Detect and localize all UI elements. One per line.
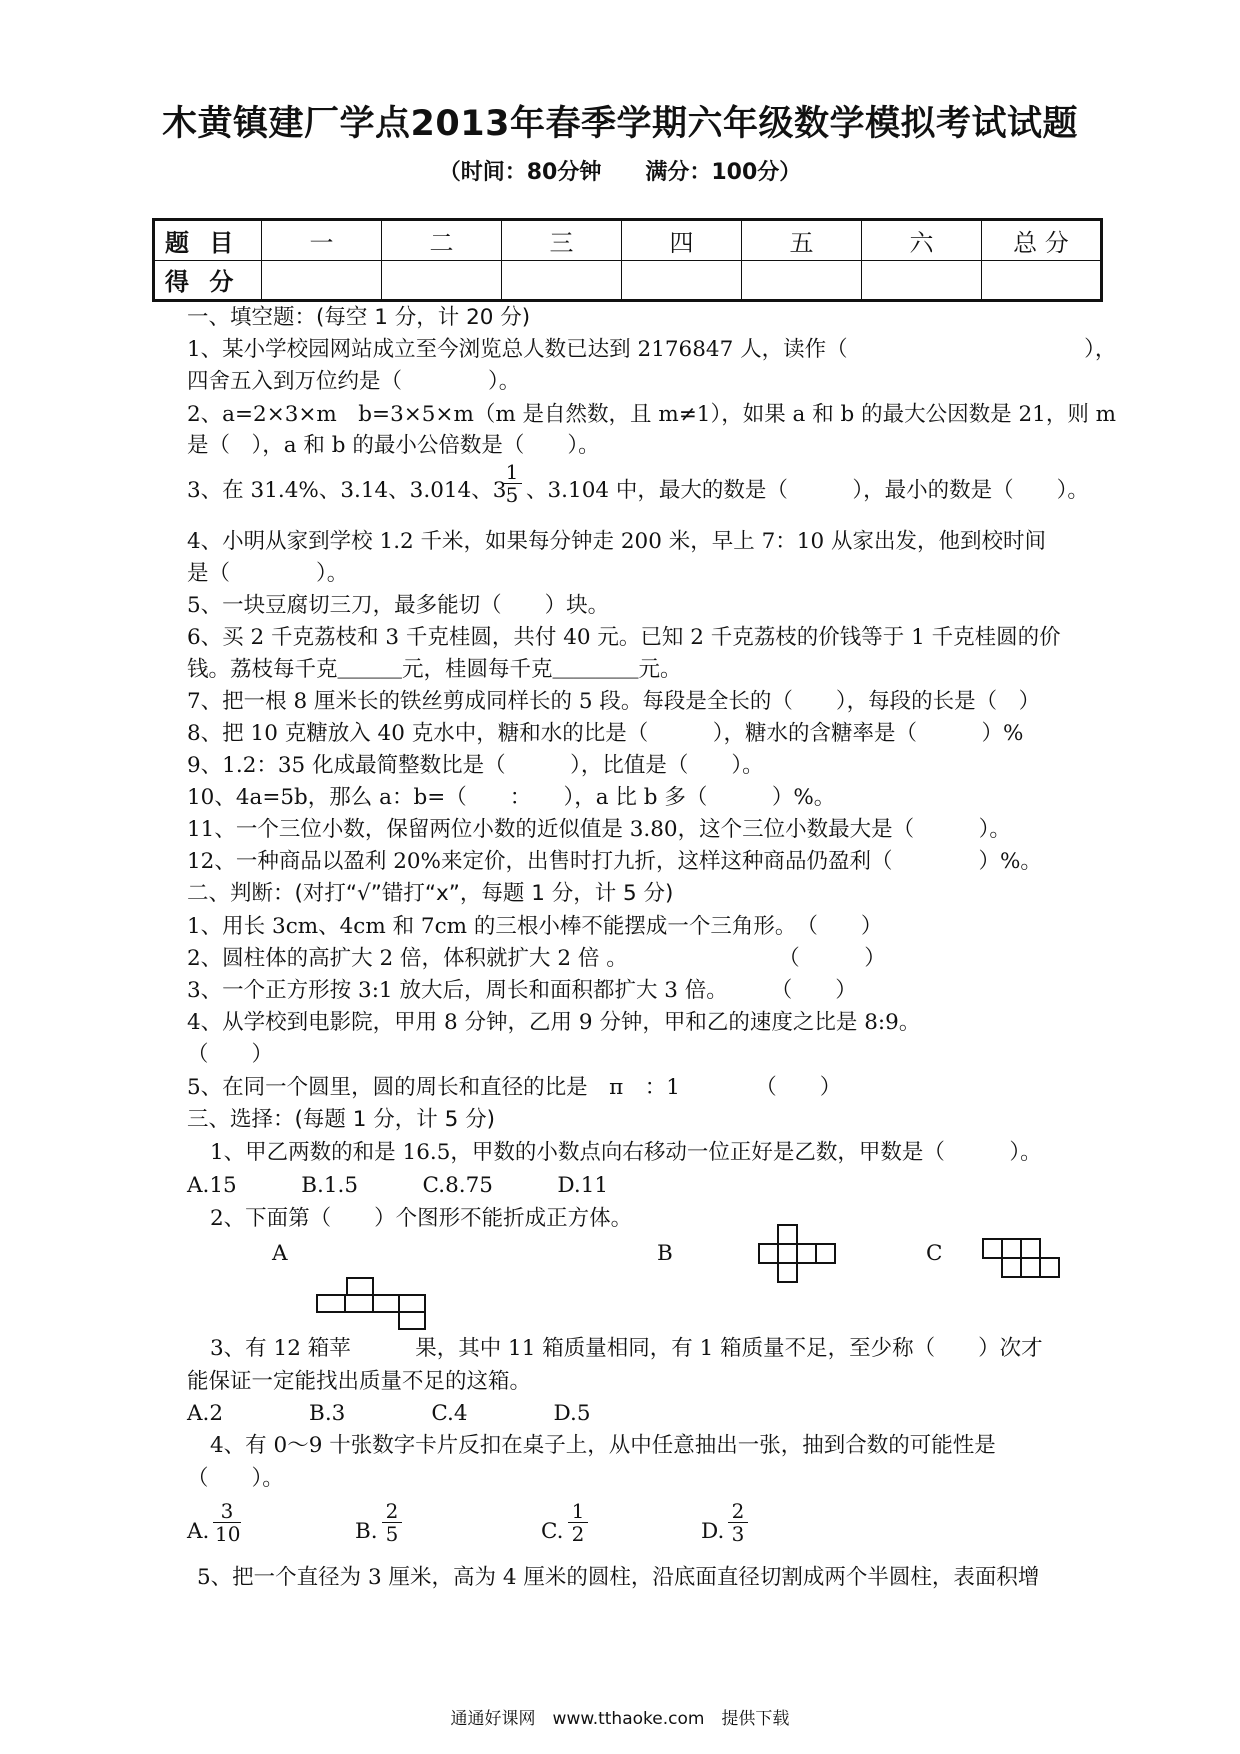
s3-q4-option-b-label: B. xyxy=(355,1519,378,1544)
s3-q4-line1: 4、有 0～9 十张数字卡片反扣在桌子上，从中任意抽出一张，抽到合数的可能性是 xyxy=(210,1433,996,1458)
section2-heading: 二、判断：(对打“√”错打“x”，每题 1 分，计 5 分) xyxy=(187,881,674,906)
score-table-score-row xyxy=(154,260,1102,301)
s1-q7: 7、把一根 8 厘米长的铁丝剪成同样长的 5 段。每段是全长的（ ），每段的长是（ ） xyxy=(187,689,1041,714)
s1-q11: 11、一个三位小数，保留两位小数的近似值是 3.80，这个三位小数最大是（ ）。 xyxy=(187,817,1011,842)
section1-heading: 一、填空题：(每空 1 分，计 20 分) xyxy=(187,305,531,330)
s1-q2-line2: 是（ ），a 和 b 的最小公倍数是（ ）。 xyxy=(187,433,600,458)
s3-q4-option-c-den: 2 xyxy=(571,1522,585,1546)
s1-q12: 12、一种商品以盈利 20%来定价，出售时打九折，这样这种商品仍盈利（ ）%。 xyxy=(187,849,1042,874)
score-row-header-score: 得 分 xyxy=(154,260,262,301)
cube-net-a-figure xyxy=(316,1277,428,1331)
s1-q8: 8、把 10 克糖放入 40 克水中，糖和水的比是（ ），糖水的含糖率是（ ）% xyxy=(187,721,1024,746)
s1-q3-post: 、3.104 中，最大的数是（ ），最小的数是（ ）。 xyxy=(526,478,1089,503)
s1-q9: 9、1.2：35 化成最简整数比是（ ），比值是（ ）。 xyxy=(187,753,764,778)
s1-q1-line1: 1、某小学校园网站成立至今浏览总人数已达到 2176847 人，读作（ ）， xyxy=(187,337,1117,362)
s1-q5: 5、一块豆腐切三刀，最多能切（ ）块。 xyxy=(187,593,610,618)
s1-q3-frac-den: 5 xyxy=(505,483,519,507)
s3-q4-option-a-fraction xyxy=(213,1500,241,1545)
score-col-6: 六 xyxy=(862,220,982,261)
s3-q4-option-a-label: A. xyxy=(187,1519,210,1544)
s1-q4-line2: 是（ ）。 xyxy=(187,561,349,586)
score-cell xyxy=(262,260,382,301)
s3-q4-option-d-num: 2 xyxy=(728,1500,748,1523)
s3-q4-option-c-label: C. xyxy=(541,1519,564,1544)
s3-q3-line2: 能保证一定能找出质量不足的这箱。 xyxy=(187,1369,532,1394)
score-col-2: 二 xyxy=(382,220,502,261)
s2-q3: 3、一个正方形按 3:1 放大后，周长和面积都扩大 3 倍。 （ ） xyxy=(187,978,857,1003)
s3-q4-option-c-fraction xyxy=(568,1500,588,1545)
s3-q3-line1: 3、有 12 箱苹 果，其中 11 箱质量相同，有 1 箱质量不足，至少称（ ）次才 xyxy=(210,1336,1043,1361)
score-table-header-row xyxy=(154,220,1102,261)
score-col-1: 一 xyxy=(262,220,382,261)
score-cell xyxy=(622,260,742,301)
score-col-4: 四 xyxy=(622,220,742,261)
s1-q3-frac-num: 1 xyxy=(502,461,522,484)
cube-net-c-figure xyxy=(982,1238,1062,1280)
score-col-5: 五 xyxy=(742,220,862,261)
exam-subtitle: （时间：80分钟 满分：100分） xyxy=(438,160,802,185)
s3-q2-label-c: C xyxy=(926,1241,943,1266)
s2-q5: 5、在同一个圆里，圆的周长和直径的比是 π ：1 （ ） xyxy=(187,1075,842,1100)
s1-q2-line1: 2、a=2×3×m b=3×5×m（m 是自然数，且 m≠1），如果 a 和 b 的最大公因数是 21，则 m xyxy=(187,402,1117,427)
exam-title: 木黄镇建厂学点2013年春季学期六年级数学模拟考试试题 xyxy=(162,104,1078,144)
score-cell xyxy=(982,260,1102,301)
s3-q5: 5、把一个直径为 3 厘米，高为 4 厘米的圆柱，沿底面直径切割成两个半圆柱，表面积增 xyxy=(197,1565,1040,1590)
score-col-total: 总 分 xyxy=(982,220,1102,261)
score-cell xyxy=(862,260,982,301)
s3-q4-option-a-num: 3 xyxy=(213,1500,241,1523)
s3-q4-option-c-num: 1 xyxy=(568,1500,588,1523)
s3-q2-label-a: A xyxy=(272,1241,288,1266)
s3-q1-options: A.15 B.1.5 C.8.75 D.11 xyxy=(187,1173,609,1198)
s3-q2: 2、下面第（ ）个图形不能折成正方体。 xyxy=(210,1206,633,1231)
s3-q3-options: A.2 B.3 C.4 D.5 xyxy=(187,1401,591,1426)
s1-q4-line1: 4、小明从家到学校 1.2 千米，如果每分钟走 200 米，早上 7：10 从家出发，他到校时间 xyxy=(187,529,1046,554)
score-table xyxy=(152,218,1103,302)
s1-q3-pre: 3、在 31.4%、3.14、3.014、3 xyxy=(187,478,507,503)
s3-q4-option-d-den: 3 xyxy=(731,1522,745,1546)
s3-q2-label-b: B xyxy=(657,1241,673,1266)
s3-q4-option-b-den: 5 xyxy=(385,1522,399,1546)
s1-q6-line1: 6、买 2 千克荔枝和 3 千克桂圆，共付 40 元。已知 2 千克荔枝的价钱等于 1 千克桂圆的价 xyxy=(187,625,1061,650)
footer-download-note: 通通好课网 www.tthaoke.com 提供下载 xyxy=(450,1709,790,1729)
s3-q1: 1、甲乙两数的和是 16.5，甲数的小数点向右移动一位正好是乙数，甲数是（ ）。 xyxy=(210,1140,1042,1165)
s1-q1-line2: 四舍五入到万位约是（ ）。 xyxy=(187,369,521,394)
s3-q4-line2: （ ）。 xyxy=(187,1466,284,1491)
score-row-header-question: 题 目 xyxy=(154,220,262,261)
s3-q4-option-b-num: 2 xyxy=(382,1500,402,1523)
s2-q4-line2: （ ） xyxy=(187,1042,274,1067)
s2-q2: 2、圆柱体的高扩大 2 倍，体积就扩大 2 倍 。 （ ） xyxy=(187,946,886,971)
s3-q4-option-b-fraction xyxy=(382,1500,402,1545)
s1-q10: 10、4a=5b，那么 a：b=（ ： ），a 比 b 多（ ）%。 xyxy=(187,785,836,810)
cube-net-b-figure xyxy=(758,1224,838,1284)
s1-q3-fraction xyxy=(502,461,522,506)
score-cell xyxy=(382,260,502,301)
s1-q6-line2: 钱。荔枝每千克＿＿＿元，桂圆每千克＿＿＿＿元。 xyxy=(187,657,682,682)
s3-q4-option-d-label: D. xyxy=(701,1519,725,1544)
s3-q4-option-a-den: 10 xyxy=(215,1522,241,1546)
score-col-3: 三 xyxy=(502,220,622,261)
score-cell xyxy=(502,260,622,301)
score-cell xyxy=(742,260,862,301)
s3-q4-option-d-fraction xyxy=(728,1500,748,1545)
s2-q1: 1、用长 3cm、4cm 和 7cm 的三根小棒不能摆成一个三角形。 （ ） xyxy=(187,914,883,939)
s2-q4-line1: 4、从学校到电影院，甲用 8 分钟，乙用 9 分钟，甲和乙的速度之比是 8:9。 xyxy=(187,1010,921,1035)
section3-heading: 三、选择：(每题 1 分，计 5 分) xyxy=(187,1107,495,1132)
